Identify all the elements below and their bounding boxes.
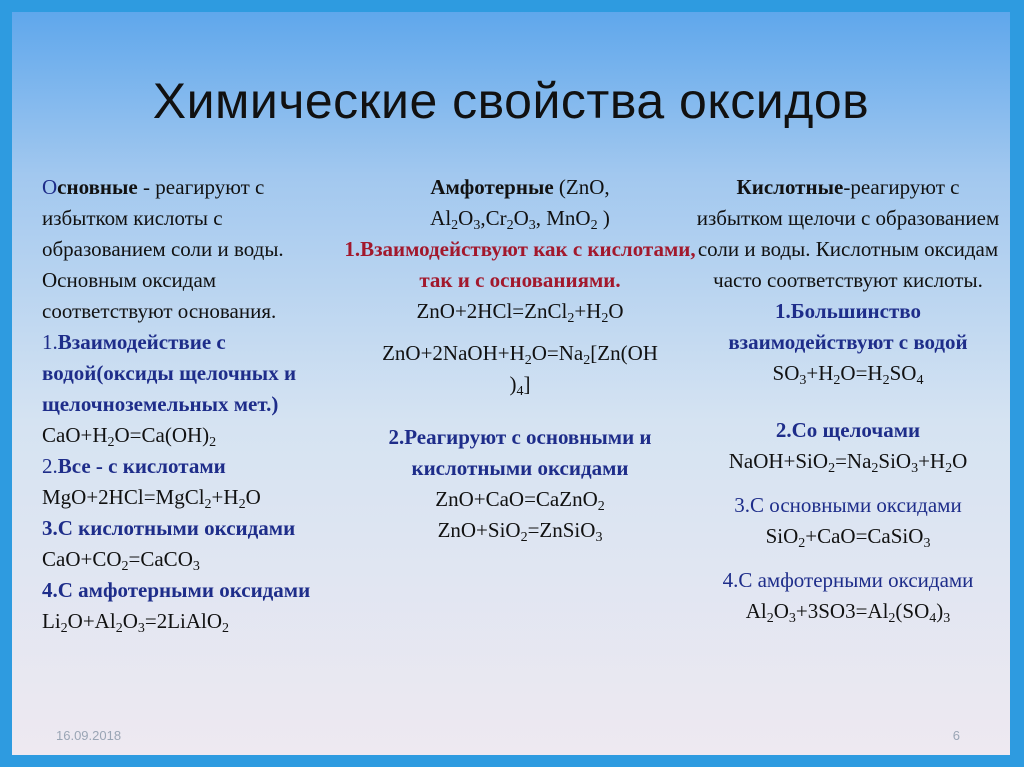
amphoteric-item-2: 2.Реагируют с основными и кислотными оксидами <box>388 425 652 480</box>
acidic-item-1: 1.Большинство взаимодействуют с водой <box>728 299 968 354</box>
footer-date: 16.09.2018 <box>56 728 122 743</box>
acidic-equation-3: SiO$_2$+CaO=CaSiO$_3$ <box>765 524 931 551</box>
amphoteric-formulas: $Al_2O_3,Cr_2O_3$, MnO$_2$ ) <box>430 206 610 233</box>
basic-item-2: 2.Все - с кислотами <box>42 454 226 478</box>
basic-oxides-column <box>42 172 342 637</box>
basic-equation-2: $MgO+2HCl=MgCl_2+H_2O$ <box>42 485 261 512</box>
amphoteric-equation-4: ZnO+SiO$_2$=ZnSiO$_3$ <box>437 518 603 545</box>
acidic-intro: Кислотные-реагируют с избытком щелочи с образованием соли и воды. Кислотным оксидам часто соответствуют кислоты. <box>696 175 1000 292</box>
basic-equation-4: $Li_2O+Al_2O_3=2LiAlO_2$ <box>42 609 230 636</box>
basic-equation-1: $CaO+H_2O=Ca(OH)_2$ <box>42 423 217 450</box>
amphoteric-equation-2: $ZnO+2NaOH+H_2O=Na_2[Zn(OH$ )$_4$] <box>382 341 658 399</box>
basic-equation-3: $CaO+CO_2=CaCO_3$ <box>42 547 200 574</box>
acidic-equation-4: $Al_2O_3+3SO3=Al_2(SO_4)_3$ <box>745 599 951 626</box>
slide-title: Химические свойства оксидов <box>152 73 870 129</box>
amphoteric-equation-3: ZnO+CaO=CaZnO$_2$ <box>435 487 605 514</box>
acidic-item-2: 2.Со щелочами <box>775 418 921 442</box>
amphoteric-oxides-column <box>342 172 698 546</box>
acidic-item-3: 3.С основными оксидами <box>734 493 962 517</box>
slide <box>12 12 1010 755</box>
basic-item-3: 3.С кислотными оксидами <box>42 516 296 540</box>
page-number: 6 <box>952 728 960 743</box>
acidic-item-4: 4.С амфотерными оксидами <box>722 568 974 592</box>
acidic-oxides-column <box>692 172 1004 627</box>
basic-item-1: 1.Взаимодействие с водой(оксиды щелочных и щелочноземельных мет.) <box>42 330 297 416</box>
basic-intro: Основные - реагируют с избытком кислоты с образованием соли и воды. Основным оксидам соответствуют основания. <box>42 175 284 323</box>
amphoteric-equation-1: $ZnO+2HCl=ZnCl_2+H_2O$ <box>416 299 624 326</box>
amphoteric-item-1: 1.Взаимодействуют как с кислотами, так и с основаниями. <box>344 237 696 292</box>
acidic-equation-2: $NaOH+SiO_2=Na_2SiO_3+H_2O$ <box>728 449 968 476</box>
amphoteric-heading: Амфотерные (ZnO, <box>430 175 610 199</box>
basic-item-4: 4.С амфотерными оксидами <box>42 578 311 602</box>
acidic-equation-1: $SO_3+H_2O=H_2SO_4$ <box>772 361 924 388</box>
